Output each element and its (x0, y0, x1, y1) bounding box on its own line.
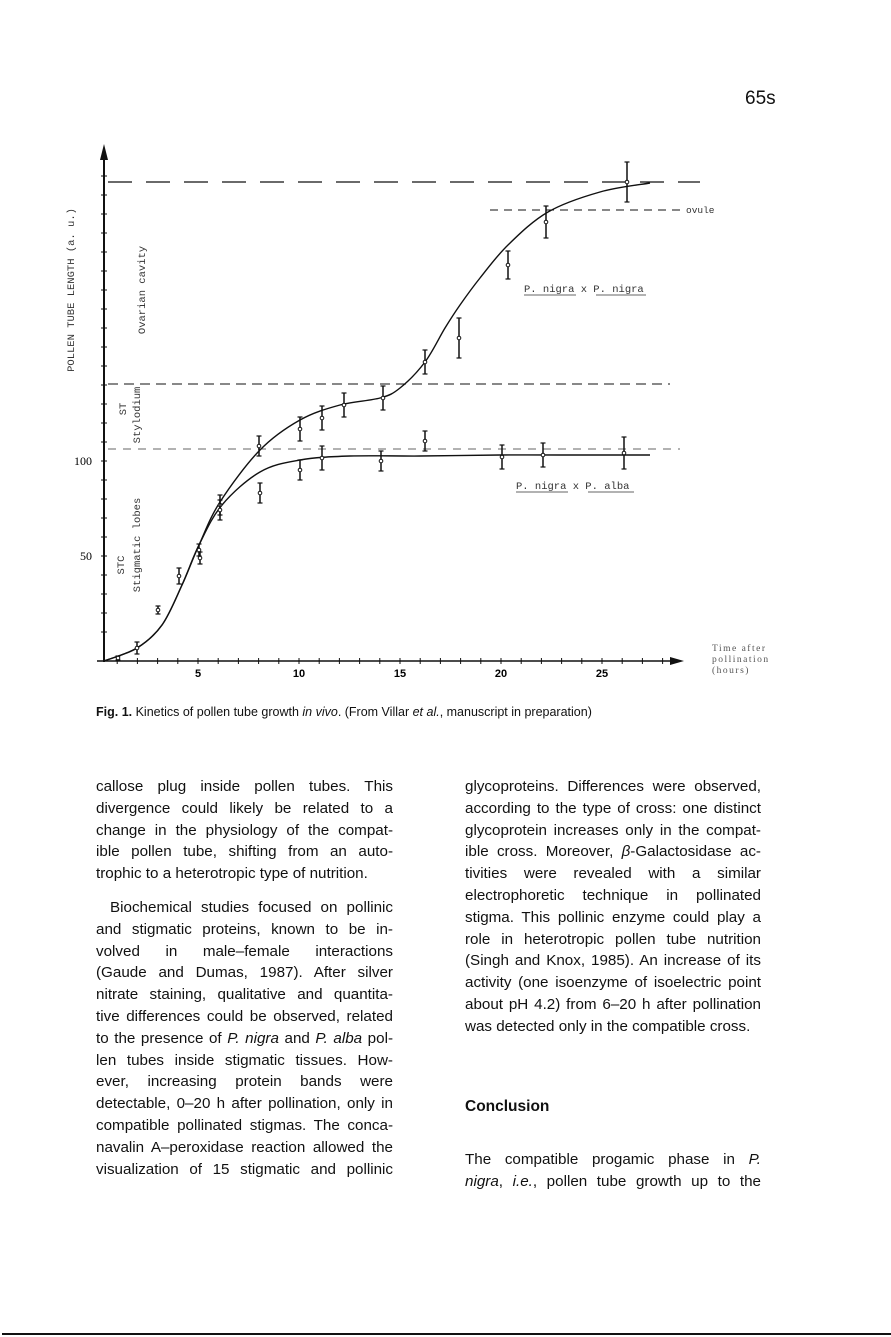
data-point (156, 608, 160, 612)
right-column (465, 776, 761, 1193)
figure-pollen-tube-growth (0, 140, 891, 700)
section-heading-conclusion: Conclusion (465, 1097, 550, 1115)
data-point (381, 396, 385, 400)
caption-label: Fig. 1. (96, 705, 133, 719)
y-axis-label: POLLEN TUBE LENGTH (a. u.) (66, 208, 78, 372)
data-point (135, 646, 139, 650)
data-point (116, 656, 120, 660)
text-line: glycoproteins. Differences were observed, (465, 778, 761, 795)
text-line: (Singh and Knox, 1985). An increase of its (465, 952, 761, 970)
region-label-stc: STC (116, 555, 128, 575)
text-line: len tubes inside stigmatic tissues. How- (96, 1051, 393, 1069)
text-run: -Galactosidase ac- (630, 843, 761, 861)
paragraph (96, 897, 393, 1180)
abbreviation: i.e. (512, 1173, 533, 1191)
data-point (625, 180, 629, 184)
text-line: was detected only in the compatible cross. (465, 1017, 751, 1035)
page-bottom-rule (2, 1333, 891, 1335)
text-line (465, 1149, 761, 1171)
text-line (465, 841, 761, 863)
data-point (544, 220, 548, 224)
text-line: according to the type of cross: one distinct (465, 799, 761, 817)
species-name: P. nigra (227, 1029, 279, 1047)
data-point (500, 455, 504, 459)
text-line (96, 1028, 393, 1050)
text-line: role in heterotropic pollen tube nutrition (465, 930, 761, 948)
curve-nigra-x-nigra (104, 183, 650, 661)
data-point (506, 263, 510, 267)
text-line: and stigmatic proteins, known to be in- (96, 920, 393, 938)
data-point (423, 360, 427, 364)
text-line: ible pollen tube, shifting from an auto- (96, 843, 393, 861)
caption-text: . (From Villar (337, 705, 413, 719)
text-line: nitrate staining, qualitative and quantita- (96, 986, 393, 1004)
data-point (423, 439, 427, 443)
region-label-stigmatic-lobes: Stigmatic lobes (132, 497, 144, 593)
text-run: and (278, 1029, 316, 1047)
text-line: volved in male–female interactions (96, 942, 393, 960)
data-point (320, 416, 324, 420)
x-tick-label: 15 (393, 668, 407, 680)
data-point (320, 456, 324, 460)
text-line: change in the physiology of the compat- (96, 821, 393, 839)
legend-label-nigra-x-nigra: P. nigra x P. nigra (524, 284, 644, 296)
x-axis-label: pollination (712, 655, 770, 665)
species-name: nigra (465, 1173, 499, 1191)
data-point (342, 403, 346, 407)
y-axis-arrow-icon (100, 144, 108, 160)
paragraph (465, 1149, 761, 1193)
data-point (622, 451, 626, 455)
caption-italic: et al. (412, 705, 440, 719)
data-point (198, 556, 202, 560)
x-tick-label: 25 (595, 668, 609, 680)
greek-beta: β (621, 843, 631, 861)
text-line: (Gaude and Dumas, 1987). After silver (96, 964, 393, 982)
region-label-st: ST (118, 402, 130, 416)
text-line: navalin A–peroxidase reaction allowed the (96, 1138, 393, 1156)
text-line: tivities were revealed with a similar (465, 865, 761, 883)
text-line: Biochemical studies focused on pollinic (110, 898, 393, 916)
text-line: glycoprotein increases only in the compat- (465, 821, 761, 839)
data-point (197, 548, 201, 552)
text-line: compatible pollinated stigmas. The conca- (96, 1116, 393, 1134)
text-run: , (498, 1173, 513, 1191)
region-label-stylodium: Stylodium (132, 386, 144, 444)
species-name: P. (748, 1151, 761, 1169)
text-run: The compatible progamic phase in (465, 1151, 749, 1169)
data-point (258, 491, 262, 495)
caption-text: Kinetics of pollen tube growth (132, 705, 303, 719)
text-run: to the presence of (96, 1029, 228, 1047)
ovule-label: ovule (686, 205, 715, 216)
x-axis-label: (hours) (712, 666, 750, 676)
text-line: callose plug inside pollen tubes. This (96, 778, 393, 795)
text-line: stigma. This pollinic enzyme could play a (465, 908, 761, 926)
data-point (541, 453, 545, 457)
x-tick-label: 5 (194, 668, 202, 680)
caption-text: , manuscript in preparation) (439, 705, 592, 719)
text-line: activity (one isoenzyme of isoelectric point (465, 974, 761, 992)
data-point (457, 336, 461, 340)
legend-label-nigra-x-alba: P. nigra x P. alba (516, 481, 630, 493)
text-run: ible cross. Moreover, (465, 843, 622, 861)
text-line: trophic to a heterotropic type of nutrition. (96, 865, 368, 883)
y-tick-label: 50 (80, 549, 92, 563)
text-line: detectable, 0–20 h after pollination, only in (96, 1095, 393, 1113)
left-column (96, 776, 393, 1180)
text-run: pol- (362, 1029, 394, 1047)
x-tick-label: 10 (292, 668, 306, 680)
text-line: ever, increasing protein bands were (96, 1073, 393, 1091)
x-axis-label: Time after (712, 644, 767, 654)
data-point (298, 468, 302, 472)
data-point (257, 444, 261, 448)
data-point (379, 459, 383, 463)
text-line: about pH 4.2) from 6–20 h after pollination (465, 995, 761, 1013)
paragraph (96, 776, 393, 885)
x-tick-label: 20 (494, 668, 508, 680)
page-number: 65s (745, 88, 776, 109)
x-axis-arrow-icon (670, 657, 684, 665)
region-label-ovarian-cavity: Ovarian cavity (137, 245, 149, 335)
paragraph (465, 776, 761, 1038)
text-line: electrophoretic technique in pollinated (465, 886, 761, 904)
text-line: visualization of 15 stigmatic and pollinic (96, 1160, 393, 1178)
y-tick-label: 100 (74, 454, 92, 468)
text-line (465, 1171, 761, 1193)
data-point (177, 574, 181, 578)
figure-caption (96, 705, 592, 719)
caption-italic: in vivo (302, 705, 338, 719)
species-name: P. alba (315, 1029, 363, 1047)
text-line: divergence could likely be related to a (96, 799, 393, 817)
chart-canvas (0, 140, 891, 700)
data-point (298, 427, 302, 431)
data-point (218, 508, 222, 512)
text-line: tive differences could be observed, related (96, 1007, 393, 1025)
text-run: , pollen tube growth up to the (532, 1173, 761, 1191)
